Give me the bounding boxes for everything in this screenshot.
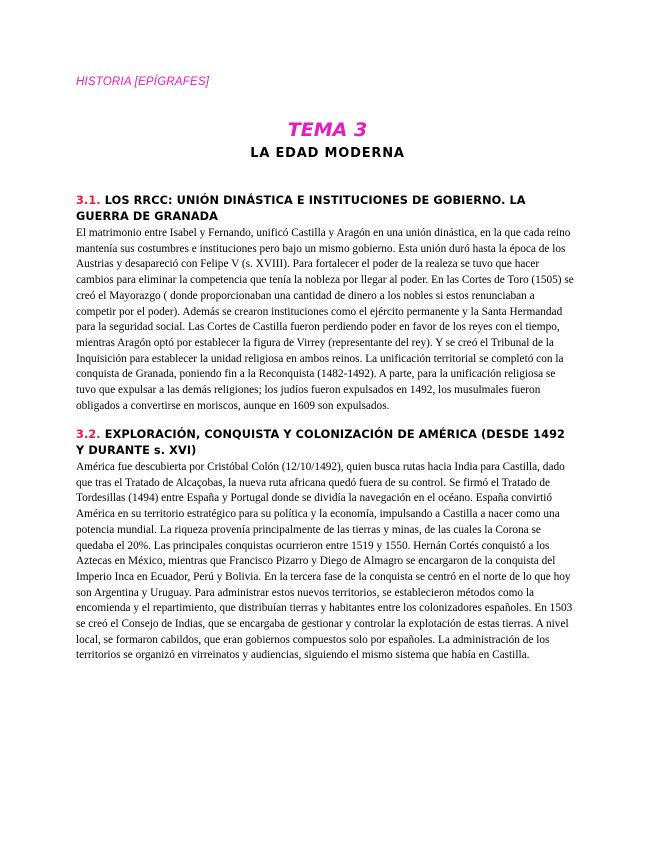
section-heading bbox=[76, 193, 576, 225]
section-number: 3.1. bbox=[76, 194, 101, 207]
page-title: TEMA 3 bbox=[287, 119, 368, 141]
section-3-1 bbox=[76, 193, 576, 414]
section-heading bbox=[76, 427, 576, 459]
section-body: El matrimonio entre Isabel y Fernando, unificó Castilla y Aragón en una unión dinástica, en la que cada reino mantenía sus costumbres e instituciones pero bajo un mismo gobierno. Esta unión duró hasta la época de los Austrias y desapareció con Felipe V (s. XVIII). Para fortalecer el poder de la realeza se tuvo que hacer cambios para eliminar la competencia que tenía la nobleza por llegar al poder. En las Cortes de Toro (1505) se creó el Mayorazgo ( donde proporcionaban una cantidad de dinero a los nobles si estos renunciaban a competir por el poder). Además se crearon instituciones como el ejército permanente y la Santa Hermandad para la seguridad social. Las Cortes de Castilla fueron perdiendo poder en favor de los reyes con el tiempo, mientras Aragón optó por establecer la figura de Virrey (representante del rey). Y se creó el Tribunal de la Inquisición para establecer la unidad religiosa en ambos reinos. La unificación territorial se completó con la conquista de Granada, poniendo fin a la Reconquista (1482-1492). A parte, para la unificación religiosa se tuvo que expulsar a las demás religiones; los judíos fueron expulsados en 1492, los musulmales fueron obligados a convertirse en moriscos, aunque en 1609 son expulsados. bbox=[76, 227, 574, 412]
section-3-2 bbox=[76, 427, 576, 664]
header-label: HISTORIA [EPÍGRAFES] bbox=[76, 76, 210, 88]
section-number: 3.2. bbox=[76, 428, 101, 441]
section-body: América fue descubierta por Cristóbal Colón (12/10/1492), quien busca rutas hacia India para Castilla, dado que tras el Tratado de Alcaçobas, la nueva ruta africana quedó fuera de su control. Se firmó el Tratado de Tordesillas (1494) entre España y Portugal donde se dividía la navegación en el océano. España convirtió América en su territorio estratégico para su política y la economía, impulsando a Castilla a nacer como una potencia mundial. La riqueza provenía principalmente de las tierras y minas, de las cuales la Corona se quedaba el 20%. Las principales conquistas ocurrieron entre 1519 y 1550. Hernán Cortés conquistó a los Aztecas en México, mientras que Francisco Pizarro y Diego de Almagro se encargaron de la conquista del Imperio Inca en Ecuador, Perú y Bolivia. En la tercera fase de la conquista se centró en el norte de lo que hoy son Argentina y Uruguay. Para administrar estos nuevos territorios, se establecieron métodos como la encomienda y el repartimiento, que distribuían tierras y habitantes entre los colonizadores españoles. En 1503 se creó el Consejo de Indias, que se encargaba de gestionar y controlar la explotación de estas tierras. A nivel local, se formaron cabildos, que eran gobiernos compuestos solo por españoles. La administración de los territorios se organizó en virreinatos y audiencias, siguiendo el mismo sistema que había en Castilla. bbox=[76, 461, 573, 662]
section-heading-text: EXPLORACIÓN, CONQUISTA Y COLONIZACIÓN DE AMÉRICA (DESDE 1492 Y DURANTE s. XVI) bbox=[76, 428, 566, 457]
page-subtitle: LA EDAD MODERNA bbox=[250, 146, 405, 161]
section-heading-text: LOS RRCC: UNIÓN DINÁSTICA E INSTITUCIONES DE GOBIERNO. LA GUERRA DE GRANADA bbox=[76, 194, 526, 223]
